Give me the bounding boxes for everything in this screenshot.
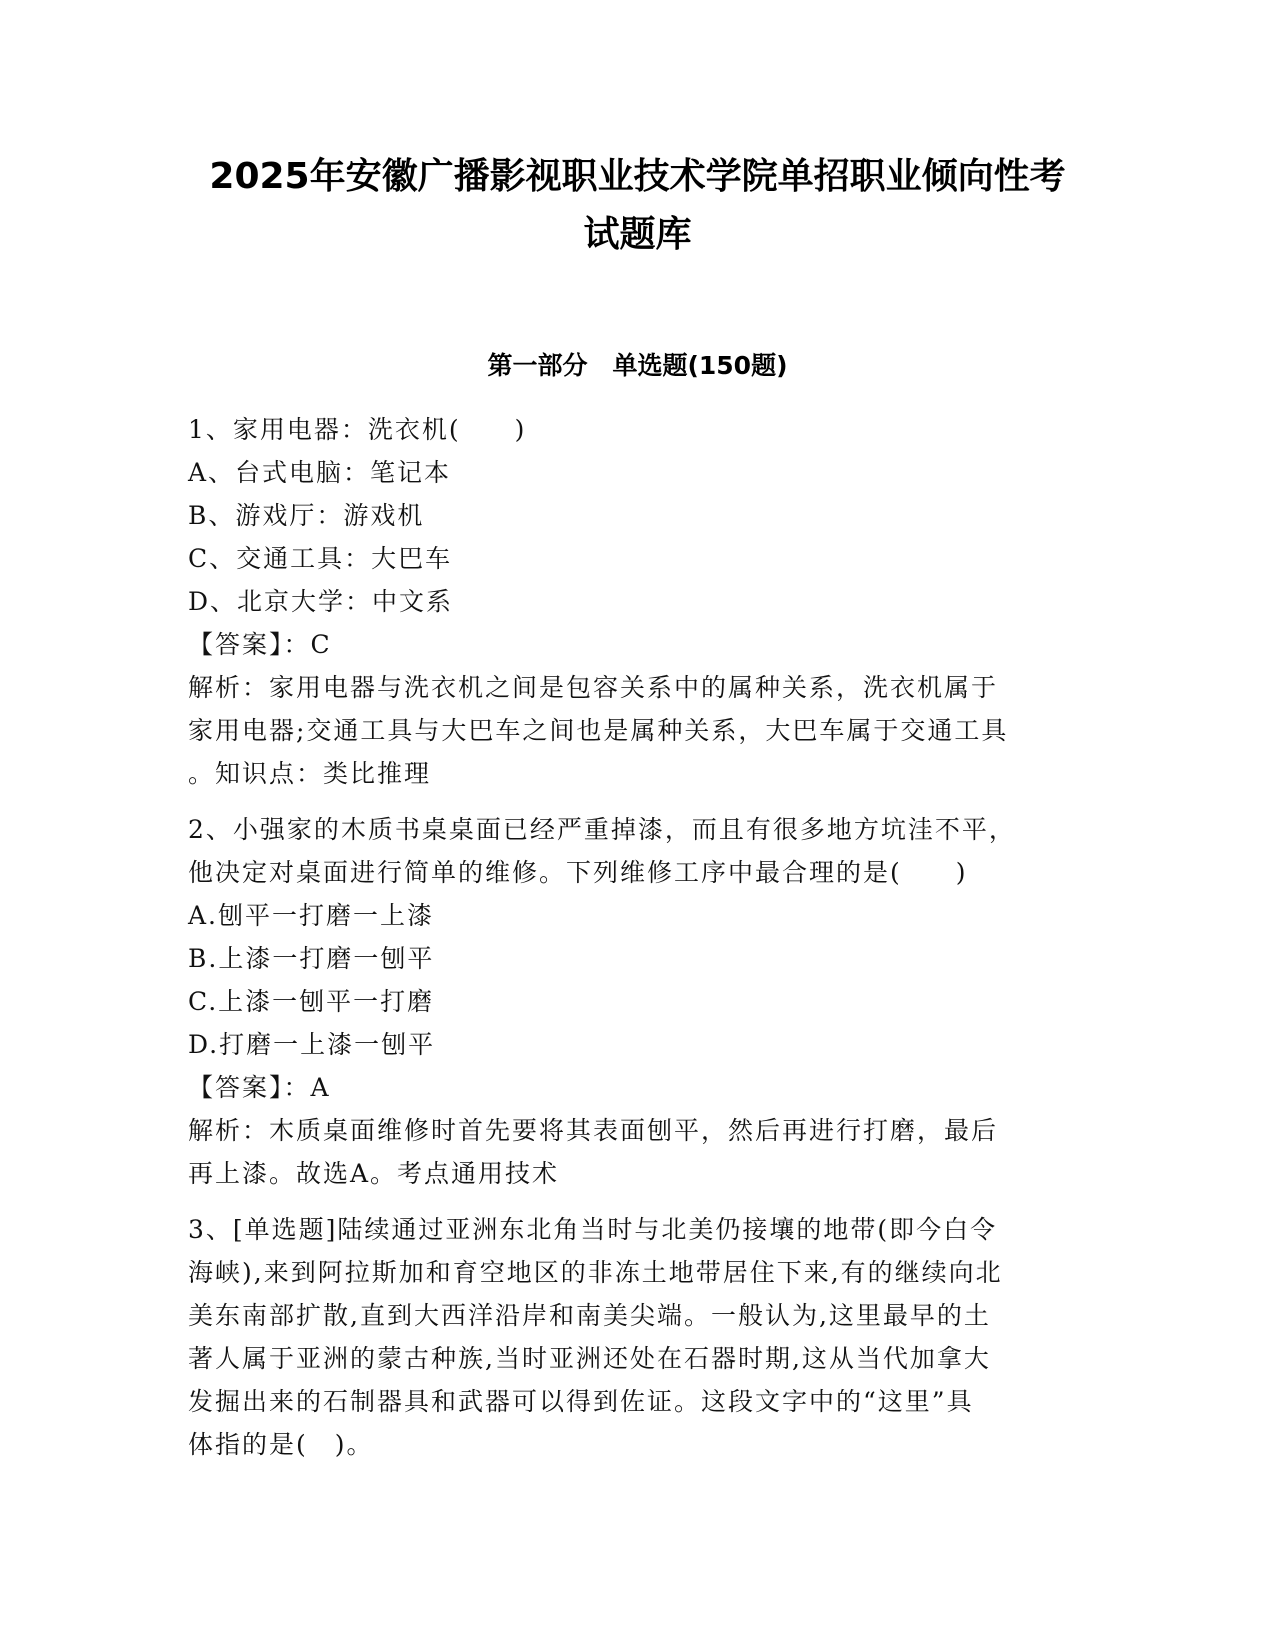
document-title-line-1: 2025年安徽广播影视职业技术学院单招职业倾向性考 <box>209 156 1066 197</box>
section-title: 第一部分 单选题(150题) <box>487 351 788 380</box>
option-c: C.上漆一刨平一打磨 <box>188 987 435 1016</box>
question-stem-line: 3、[单选题]陆续通过亚洲东北角当时与北美仍接壤的地带(即今白令 <box>188 1215 998 1244</box>
question-stem-line: 著人属于亚洲的蒙古种族,当时亚洲还处在石器时期,这从当代加拿大 <box>188 1344 991 1373</box>
question-stem-line: 发掘出来的石制器具和武器可以得到佐证。这段文字中的“这里”具 <box>188 1387 974 1416</box>
question-stem-line: 体指的是( )。 <box>188 1430 374 1459</box>
answer-text: 【答案】：C <box>188 630 332 659</box>
document-title-line-2: 试题库 <box>583 214 692 255</box>
question-stem-line: 他决定对桌面进行简单的维修。下列维修工序中最合理的是( ) <box>188 858 968 887</box>
option-d: D、北京大学：中文系 <box>188 587 454 616</box>
analysis-line: 解析：木质桌面维修时首先要将其表面刨平，然后再进行打磨，最后 <box>188 1116 999 1145</box>
question-stem-line: 美东南部扩散,直到大西洋沿岸和南美尖端。一般认为,这里最早的土 <box>188 1301 991 1330</box>
question-stem-line: 2、小强家的木质书桌桌面已经严重掉漆，而且有很多地方坑洼不平， <box>188 815 1016 844</box>
question-2 <box>188 808 1088 1195</box>
analysis-line: 解析：家用电器与洗衣机之间是包容关系中的属种关系，洗衣机属于 <box>188 673 999 702</box>
analysis-line: 。知识点：类比推理 <box>188 759 432 788</box>
option-b: B、游戏厅：游戏机 <box>188 501 425 530</box>
option-b: B.上漆一打磨一刨平 <box>188 944 435 973</box>
option-d: D.打磨一上漆一刨平 <box>188 1030 436 1059</box>
question-list <box>188 408 1088 1479</box>
answer-text: 【答案】：A <box>188 1073 331 1102</box>
analysis-line: 再上漆。故选A。考点通用技术 <box>188 1159 560 1188</box>
option-c: C、交通工具：大巴车 <box>188 544 453 573</box>
question-stem: 1、家用电器：洗衣机( ) <box>188 415 527 444</box>
option-a: A、台式电脑：笔记本 <box>188 458 452 487</box>
analysis-line: 家用电器;交通工具与大巴车之间也是属种关系，大巴车属于交通工具 <box>188 716 1009 745</box>
option-a: A.刨平一打磨一上漆 <box>188 901 435 930</box>
question-stem-line: 海峡),来到阿拉斯加和育空地区的非冻土地带居住下来,有的继续向北 <box>188 1258 1003 1287</box>
question-3 <box>188 1208 1088 1466</box>
question-1 <box>188 408 1088 795</box>
document-title <box>140 148 1135 264</box>
